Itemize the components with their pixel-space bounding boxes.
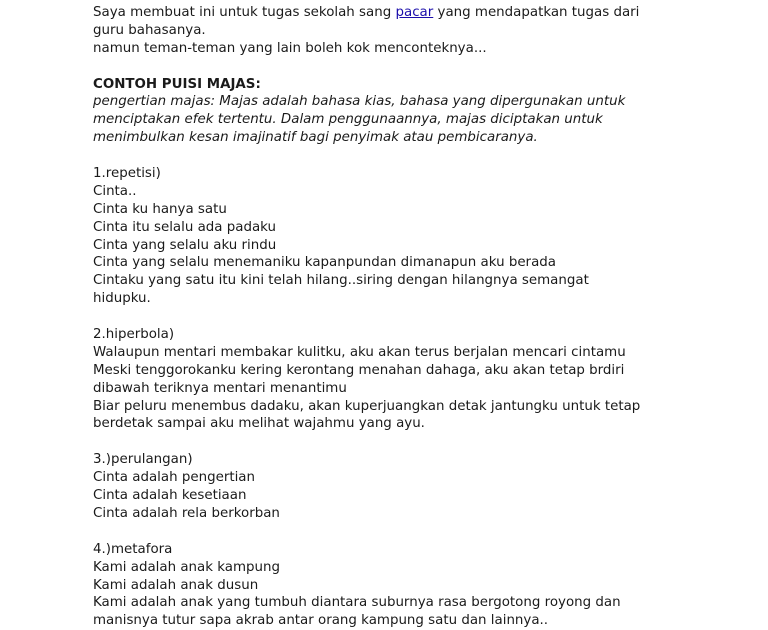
- poem-line: Cinta adalah pengertian: [93, 470, 255, 486]
- poem-line: Walaupun mentari membakar kulitku, aku akan terus berjalan mencari cintamu: [93, 344, 626, 360]
- spacer: [93, 58, 693, 76]
- definition-line: pengertian majas: Majas adalah bahasa kias, bahasa yang dipergunakan untuk: [93, 94, 626, 110]
- spacer: [93, 308, 693, 326]
- poem-line: Cinta adalah kesetiaan: [93, 488, 247, 504]
- poem-line: berdetak sampai aku melihat wajahmu yang ayu.: [93, 416, 425, 432]
- poem-title: 2.hiperbola): [93, 327, 175, 343]
- poem-title: 4.)metafora: [93, 541, 173, 557]
- pacar-link[interactable]: pacar: [395, 5, 434, 20]
- poem-line: Cinta adalah rela berkorban: [93, 505, 280, 521]
- poem-line: Biar peluru menembus dadaku, akan kuperjuangkan detak jantungku untuk tetap: [93, 398, 641, 414]
- intro-line-3: namun teman-teman yang lain boleh kok menconteknya...: [93, 40, 487, 56]
- poem-title: 3.)perulangan): [93, 452, 193, 468]
- document-page: [93, 4, 693, 630]
- intro-line-1: [93, 4, 693, 22]
- spacer: [93, 147, 693, 165]
- poem-line: Kami adalah anak yang tumbuh diantara suburnya rasa bergotong royong dan: [93, 595, 621, 611]
- intro-line-2: guru bahasanya.: [93, 22, 206, 38]
- intro-line-1-post: yang mendapatkan tugas dari: [433, 5, 640, 20]
- poem-line: Meski tenggorokanku kering kerontang menahan dahaga, aku akan tetap brdiri: [93, 362, 625, 378]
- poem-line: Cinta yang selalu aku rindu: [93, 237, 277, 253]
- poem-line: hidupku.: [93, 291, 151, 307]
- poem-line: Cinta..: [93, 183, 137, 199]
- poem-line: Cintaku yang satu itu kini telah hilang..siring dengan hilangnya semangat: [93, 273, 589, 289]
- section-heading: CONTOH PUISI MAJAS:: [93, 76, 261, 92]
- poem-line: Cinta itu selalu ada padaku: [93, 219, 276, 235]
- poem-line: Cinta ku hanya satu: [93, 201, 227, 217]
- poem-title: 1.repetisi): [93, 166, 161, 182]
- definition-line: menciptakan efek tertentu. Dalam penggunaannya, majas diciptakan untuk: [93, 112, 603, 128]
- intro-line-1-pre: Saya membuat ini untuk tugas sekolah sang: [93, 5, 396, 20]
- poem-line: manisnya tutur sapa akrab antar orang kampung satu dan lainnya..: [93, 613, 549, 629]
- poem-line: Kami adalah anak kampung: [93, 559, 281, 575]
- poem-line: dibawah teriknya mentari menantimu: [93, 380, 347, 396]
- poem-line: Cinta yang selalu menemaniku kapanpundan dimanapun aku berada: [93, 255, 556, 271]
- poem-line: Kami adalah anak dusun: [93, 577, 259, 593]
- spacer: [93, 433, 693, 451]
- spacer: [93, 523, 693, 541]
- definition-line: menimbulkan kesan imajinatif bagi penyimak atau pembicaranya.: [93, 130, 538, 146]
